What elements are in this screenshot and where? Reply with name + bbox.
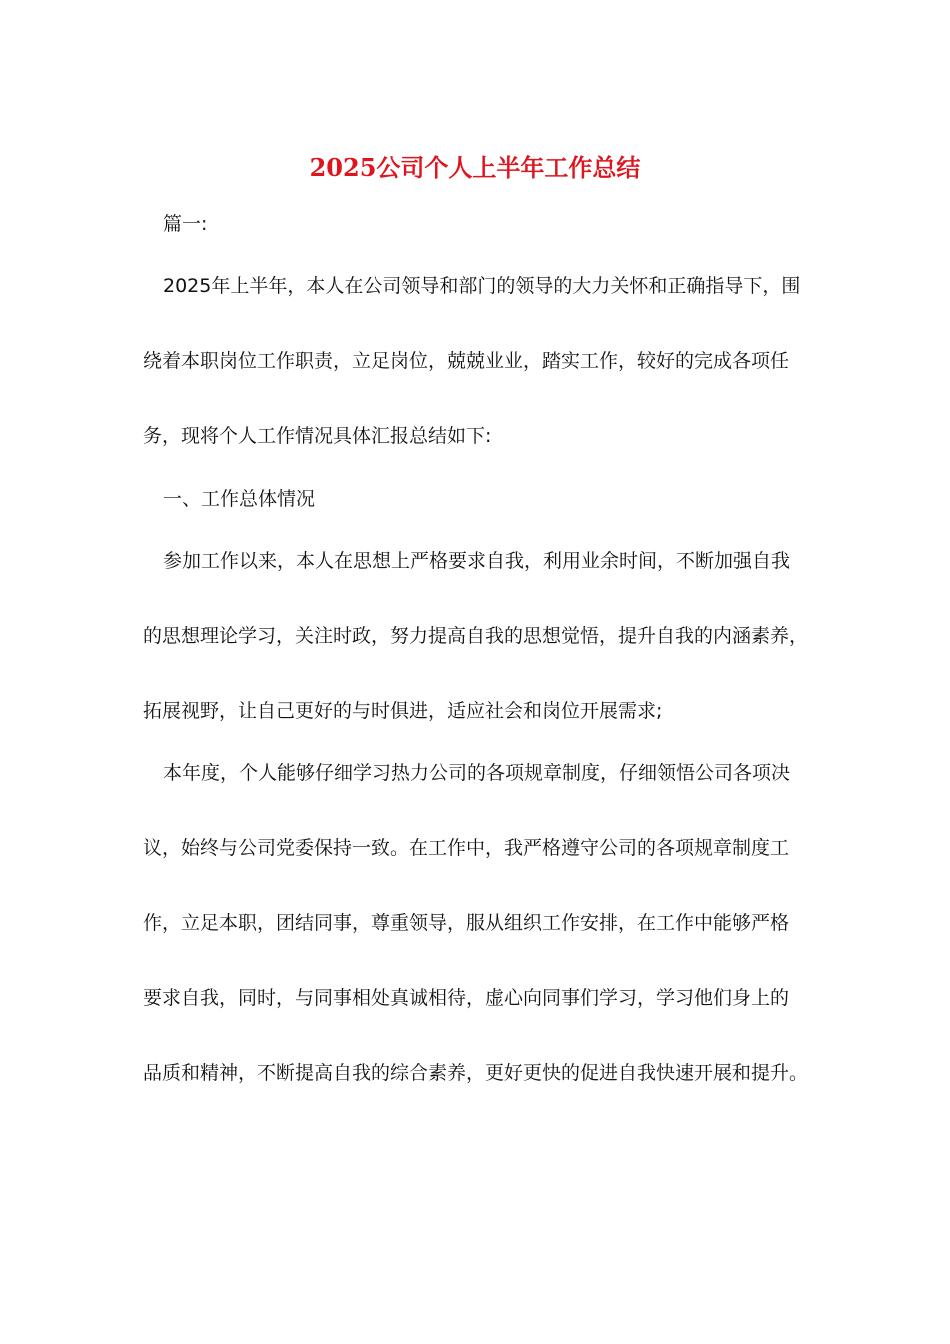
paragraph-line: 本年度，个人能够仔细学习热力公司的各项规章制度，仔细领悟公司各项决 bbox=[163, 762, 791, 784]
section-heading: 一、工作总体情况 bbox=[163, 488, 316, 510]
paragraph-line: 务，现将个人工作情况具体汇报总结如下: bbox=[143, 425, 492, 447]
paragraph-line: 议，始终与公司党委保持一致。在工作中，我严格遵守公司的各项规章制度工 bbox=[143, 837, 790, 859]
paragraph-line: 品质和精神，不断提高自我的综合素养，更好更快的促进自我快速开展和提升。 bbox=[143, 1062, 809, 1084]
paragraph-line: 参加工作以来，本人在思想上严格要求自我，利用业余时间，不断加强自我 bbox=[163, 550, 791, 572]
paragraph-line: 的思想理论学习，关注时政，努力提高自我的思想觉悟，提升自我的内涵素养， bbox=[143, 625, 809, 647]
section-label: 篇一: bbox=[163, 213, 208, 235]
paragraph-line: 绕着本职岗位工作职责，立足岗位，兢兢业业，踏实工作，较好的完成各项任 bbox=[143, 350, 790, 372]
paragraph-line: 作，立足本职，团结同事，尊重领导，服从组织工作安排，在工作中能够严格 bbox=[143, 912, 790, 934]
paragraph-line: 要求自我，同时，与同事相处真诚相待，虚心向同事们学习，学习他们身上的 bbox=[143, 987, 790, 1009]
document-title: 2025公司个人上半年工作总结 bbox=[309, 153, 641, 182]
paragraph-line: 拓展视野，让自己更好的与时俱进，适应社会和岗位开展需求; bbox=[143, 700, 663, 722]
paragraph-line: 2025年上半年，本人在公司领导和部门的领导的大力关怀和正确指导下，围 bbox=[163, 275, 801, 297]
